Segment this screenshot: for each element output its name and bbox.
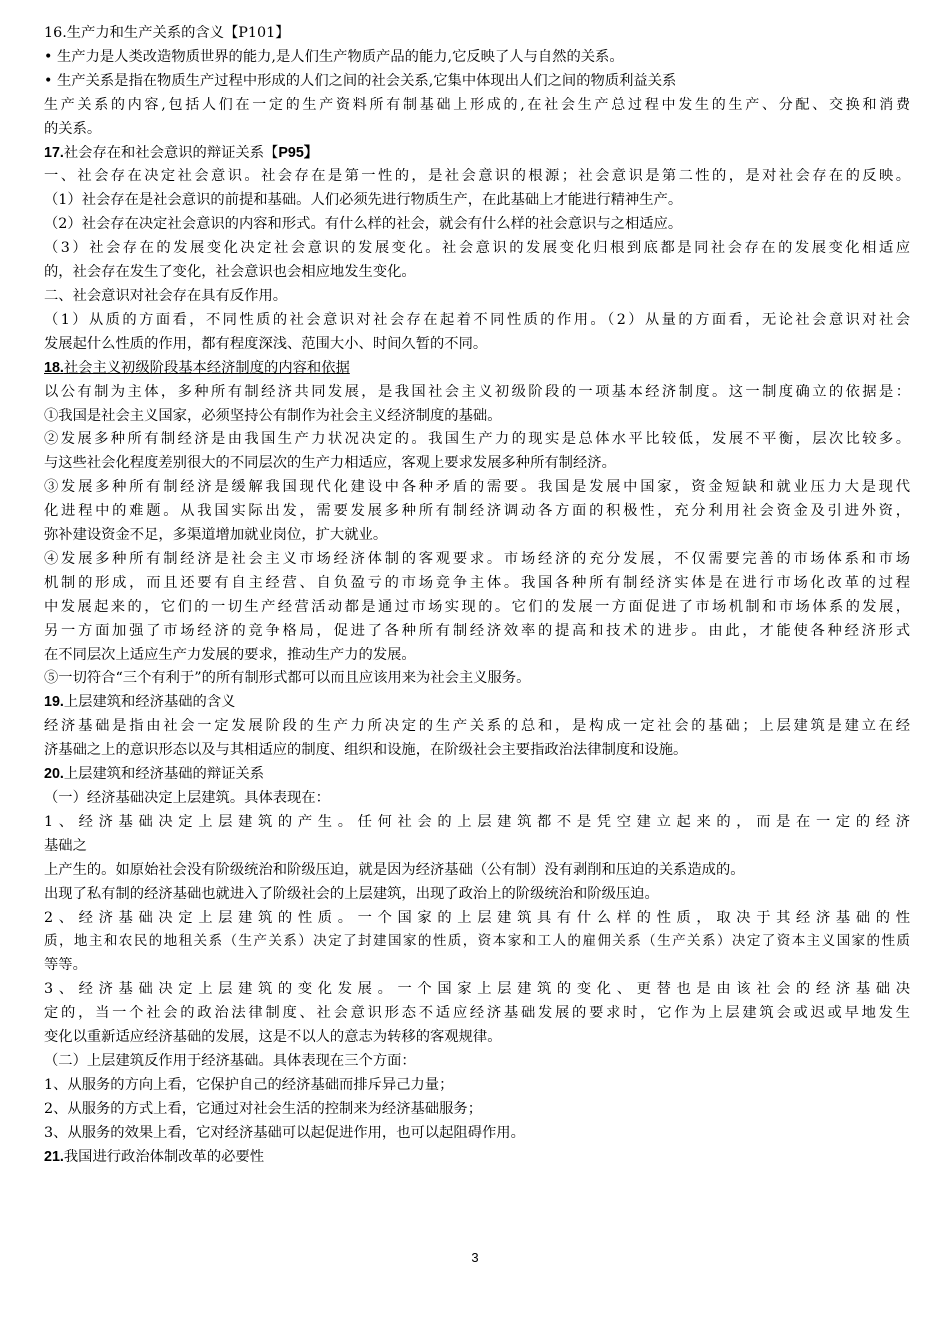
text-line: 机制的形成，而且还要有自主经营、自负盈亏的市场竞争主体。我国各种所有制经济实体是在进行市场化改革的过程 — [44, 574, 910, 591]
bullet-line: • 生产关系是指在物质生产过程中形成的人们之间的社会关系,它集中体现出人们之间的物质利益关系 — [44, 72, 677, 89]
text-line: 中发展起来的，它们的一切生产经营活动都是通过市场实现的。它们的发展一方面促进了市场机制和市场体系的发展， — [44, 598, 910, 615]
section-title: 上层建筑和经济基础的含义 — [63, 694, 236, 711]
text-line: （二）上层建筑反作用于经济基础。具体表现在三个方面： — [44, 1052, 416, 1069]
text-line: 化进程中的难题。从我国实际出发，需要发展多种所有制经济调动各方面的积极性，充分利用社会资金及引进外资， — [44, 503, 910, 520]
text-line: 的，社会存在发生了变化，社会意识也会相应地发生变化。 — [44, 264, 416, 281]
text-line: 上产生的。如原始社会没有阶级统治和阶级压迫，就是因为经济基础（公有制）没有剥削和压迫的关系造成的。 — [44, 861, 745, 878]
section-title: 社会存在和社会意识的辩证关系【 — [63, 144, 279, 161]
section-number: 20. — [44, 766, 64, 783]
text-line: （1）社会存在是社会意识的前提和基础。人们必须先进行物质生产，在此基础上才能进行精神生产。 — [44, 192, 683, 209]
text-line: 发展起什么性质的作用，都有程度深浅、范围大小、时间久暂的不同。 — [44, 335, 488, 352]
text-line: （3）社会存在的发展变化决定社会意识的发展变化。社会意识的发展变化归根到底都是同社会存在的发展变化相适应 — [44, 240, 910, 257]
section-number: 21. — [44, 1148, 64, 1165]
section-title: 社会主义初级阶段基本经济制度的内容和依据 — [63, 359, 350, 376]
text-line: 1、经济基础决定上层建筑的产生。任何社会的上层建筑都不是凭空建立起来的，而是在一定的经济 — [44, 813, 910, 830]
section-heading — [44, 1146, 910, 1170]
section-title: 上层建筑和经济基础的辩证关系 — [63, 766, 265, 783]
page-number: 3 — [471, 1250, 479, 1265]
section-heading — [44, 763, 910, 787]
section-title: 我国进行政治体制改革的必要性 — [63, 1148, 265, 1165]
section-number: 19. — [44, 694, 64, 711]
text-line: 变化以重新适应经济基础的发展，这是不以人的意志为转移的客观规律。 — [44, 1029, 502, 1046]
text-line: 2、经济基础决定上层建筑的性质。一个国家的上层建筑具有什么样的性质，取决于其经济基础的性 — [44, 909, 910, 926]
text-line: ⑤一切符合“三个有利于”的所有制形式都可以而且应该用来为社会主义服务。 — [44, 670, 531, 687]
text-line: （2）社会存在决定社会意识的内容和形式。有什么样的社会，就会有什么样的社会意识与之相适应。 — [44, 216, 683, 233]
document-body — [44, 22, 910, 1170]
text-line: 济基础之上的意识形态以及与其相适应的制度、组织和设施，在阶级社会主要指政治法律制度和设施。 — [44, 742, 688, 759]
text-line: 以公有制为主体，多种所有制经济共同发展，是我国社会主义初级阶段的一项基本经济制度。这一制度确立的依据是： — [44, 383, 910, 400]
text-line: 出现了私有制的经济基础也就进入了阶级社会的上层建筑，出现了政治上的阶级统治和阶级压迫。 — [44, 885, 659, 902]
text-line: 定的，当一个社会的政治法律制度、社会意识形态不适应经济基础发展的要求时，它作为上层建筑会或迟或早地发生 — [44, 1005, 910, 1022]
text-line: 与这些社会化程度差别很大的不同层次的生产力相适应，客观上要求发展多种所有制经济。 — [44, 455, 616, 472]
section-heading: 16.生产力和生产关系的含义【P101】 — [44, 25, 290, 41]
text-line: 3、从服务的效果上看，它对经济基础可以起促进作用，也可以起阻碍作用。 — [44, 1124, 525, 1141]
text-line: ④发展多种所有制经济是社会主义市场经济体制的客观要求。市场经济的充分发展，不仅需要完善的市场体系和市场 — [44, 550, 910, 567]
text-line: 弥补建设资金不足，多渠道增加就业岗位，扩大就业。 — [44, 527, 388, 544]
bracket-close: 】 — [303, 144, 319, 161]
bullet-line: • 生产力是人类改造物质世界的能力,是人们生产物质产品的能力,它反映了人与自然的关系。 — [44, 48, 624, 65]
section-heading — [44, 142, 910, 166]
section-number: 18. — [44, 359, 64, 376]
text-line: ①我国是社会主义国家，必须坚持公有制作为社会主义经济制度的基础。 — [44, 407, 502, 424]
text-line: 经济基础是指由社会一定发展阶段的生产力所决定的生产关系的总和，是构成一定社会的基础；上层建筑是建立在经 — [44, 718, 910, 735]
text-line: 的关系。 — [44, 120, 102, 137]
page-reference: P95 — [278, 144, 304, 161]
text-line: 等等。 — [44, 957, 87, 974]
section-heading — [44, 691, 910, 715]
text-line: 3、经济基础决定上层建筑的变化发展。一个国家上层建筑的变化、更替也是由该社会的经济基础决 — [44, 981, 910, 998]
text-line: 另一方面加强了市场经济的竞争格局，促进了各种所有制经济效率的提高和技术的进步。由此，才能使各种经济形式 — [44, 622, 910, 639]
text-line: 1、从服务的方向上看，它保护自己的经济基础而排斥异己力量； — [44, 1076, 454, 1093]
text-line: 基础之 — [44, 837, 87, 854]
section-number: 17. — [44, 144, 64, 161]
text-line: 2、从服务的方式上看，它通过对社会生活的控制来为经济基础服务； — [44, 1100, 482, 1117]
text-line: 质，地主和农民的地租关系（生产关系）决定了封建国家的性质，资本家和工人的雇佣关系（生产关系）决定了资本主义国家的性质 — [44, 933, 910, 950]
text-line: 在不同层次上适应生产力发展的要求，推动生产力的发展。 — [44, 646, 416, 663]
section-heading — [44, 357, 910, 381]
text-line: 二、社会意识对社会存在具有反作用。 — [44, 287, 288, 304]
text-line: 一、社会存在决定社会意识。社会存在是第一性的，是社会意识的根源；社会意识是第二性的，是对社会存在的反映。 — [44, 168, 910, 185]
text-line: （1）从质的方面看，不同性质的社会意识对社会存在起着不同性质的作用。（2）从量的方面看，无论社会意识对社会 — [44, 311, 910, 328]
text-line: ③发展多种所有制经济是缓解我国现代化建设中各种矛盾的需要。我国是发展中国家，资金短缺和就业压力大是现代 — [44, 479, 910, 496]
text-line: 生产关系的内容,包括人们在一定的生产资料所有制基础上形成的,在社会生产总过程中发生的生产、分配、交换和消费 — [44, 96, 910, 113]
text-line: （一）经济基础决定上层建筑。具体表现在： — [44, 790, 330, 806]
text-line: ②发展多种所有制经济是由我国生产力状况决定的。我国生产力的现实是总体水平比较低，发展不平衡，层次比较多。 — [44, 431, 910, 448]
